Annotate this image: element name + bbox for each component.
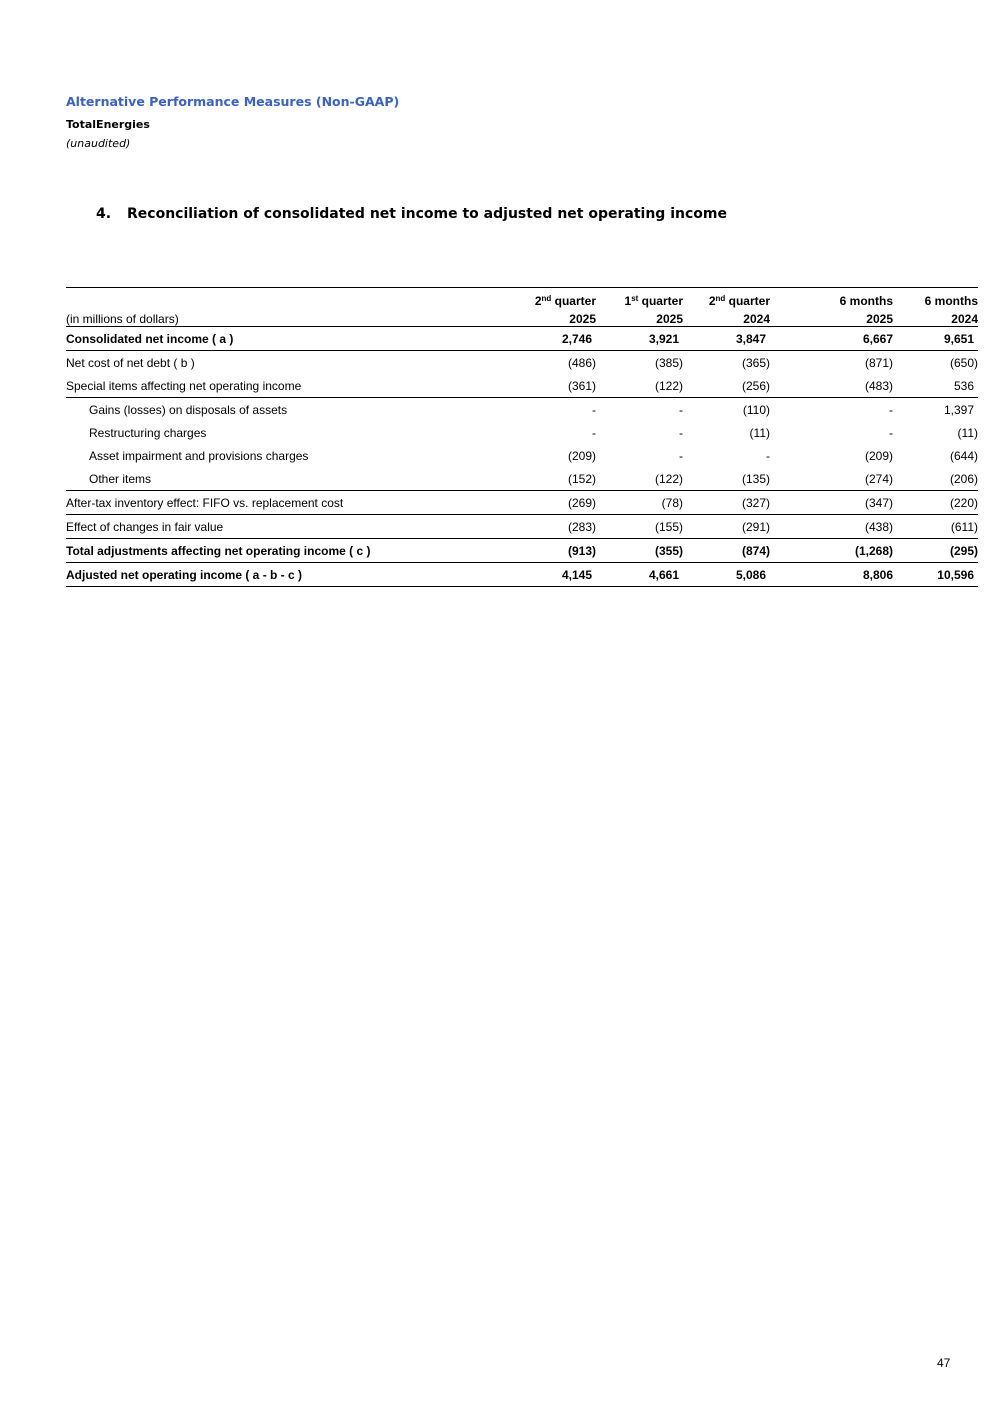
row-value: (152): [496, 467, 596, 491]
row-value: (206): [897, 467, 978, 491]
row-value: 3,847: [683, 327, 770, 351]
row-value: (327): [683, 491, 770, 515]
row-value: (486): [567, 355, 596, 370]
table-row: [66, 467, 978, 491]
row-value: -: [592, 425, 596, 440]
row-value: 1,397: [943, 402, 974, 417]
row-label: After-tax inventory effect: FIFO vs. replacement cost: [66, 491, 496, 515]
row-label: Asset impairment and provisions charges: [89, 448, 309, 463]
table-row: [66, 515, 978, 539]
row-value: (135): [683, 467, 770, 491]
row-value: 4,661: [596, 563, 683, 587]
row-value: 10,596: [897, 563, 978, 587]
table-row: [66, 444, 978, 467]
section-number: 4.: [96, 206, 112, 222]
row-value: -: [766, 448, 770, 463]
row-value: (295): [897, 539, 978, 563]
row-value: (256): [683, 374, 770, 398]
row-value: (283): [496, 515, 596, 539]
row-label: Restructuring charges: [89, 425, 207, 440]
row-value: 9,651: [897, 327, 978, 351]
table-row: [66, 491, 978, 515]
row-value: -: [889, 402, 893, 417]
column-year-header: 2025: [596, 308, 683, 327]
column-period-header: 2nd quarter: [496, 288, 596, 309]
row-value: (274): [770, 467, 897, 491]
row-value: 2,746: [496, 327, 596, 351]
row-value: -: [679, 425, 683, 440]
row-value: (155): [596, 515, 683, 539]
unit-label: (in millions of dollars): [66, 308, 496, 327]
table-header-year-row: [66, 308, 978, 327]
row-value: (913): [496, 539, 596, 563]
column-year-header: 2025: [770, 308, 897, 327]
row-label: Adjusted net operating income ( a - b - c ): [66, 563, 496, 587]
table-row: [66, 327, 978, 351]
row-label: Net cost of net debt ( b ): [66, 355, 195, 370]
row-label: Other items: [66, 467, 496, 491]
column-period-header: 1st quarter: [596, 288, 683, 309]
reconciliation-table: [66, 287, 978, 587]
column-period-header: 2nd quarter: [683, 288, 770, 309]
row-value: (365): [741, 355, 770, 370]
row-value: 536: [897, 374, 978, 398]
row-value: (209): [567, 448, 596, 463]
row-value: 5,086: [683, 563, 770, 587]
row-value: (483): [770, 374, 897, 398]
row-value: (355): [596, 539, 683, 563]
row-value: -: [889, 425, 893, 440]
row-value: (122): [596, 374, 683, 398]
company-name: TotalEnergies: [66, 118, 150, 131]
audit-status: (unaudited): [66, 137, 131, 150]
row-value: 6,667: [770, 327, 897, 351]
row-value: (122): [596, 467, 683, 491]
row-value: -: [679, 402, 683, 417]
table-row: [66, 563, 978, 587]
row-value: 4,145: [496, 563, 596, 587]
column-period-header: 6 months: [897, 288, 978, 309]
row-value: (1,268): [770, 539, 897, 563]
row-value: (347): [770, 491, 897, 515]
row-value: 8,806: [770, 563, 897, 587]
row-value: (361): [496, 374, 596, 398]
row-value: (110): [742, 402, 770, 417]
row-value: -: [679, 448, 683, 463]
row-value: (269): [496, 491, 596, 515]
table-row: [66, 421, 978, 444]
row-value: (291): [683, 515, 770, 539]
column-year-header: 2024: [897, 308, 978, 327]
table-row: [66, 539, 978, 563]
table-header-period-row: [66, 288, 978, 309]
row-value: (438): [770, 515, 897, 539]
table-row: [66, 374, 978, 398]
row-value: (209): [864, 448, 893, 463]
row-label: Total adjustments affecting net operating income ( c ): [66, 539, 496, 563]
section-title: Reconciliation of consolidated net income to adjusted net operating income: [127, 206, 727, 222]
row-value: (11): [957, 425, 978, 440]
row-value: (650): [949, 355, 978, 370]
row-value: (874): [683, 539, 770, 563]
row-label: Special items affecting net operating income: [66, 374, 496, 398]
table-row: [66, 398, 978, 422]
header-empty-cell: [66, 288, 496, 309]
row-value: -: [592, 402, 596, 417]
row-value: (220): [897, 491, 978, 515]
row-value: 3,921: [596, 327, 683, 351]
column-period-header: 6 months: [770, 288, 897, 309]
report-title: Alternative Performance Measures (Non-GAAP): [66, 94, 400, 109]
row-value: (385): [654, 355, 683, 370]
row-label: Effect of changes in fair value: [66, 515, 496, 539]
page-number: 47: [937, 1356, 951, 1370]
row-value: (11): [749, 425, 770, 440]
row-value: (871): [864, 355, 893, 370]
row-value: (611): [897, 515, 978, 539]
section-heading: [96, 206, 727, 222]
row-value: (78): [596, 491, 683, 515]
row-value: (644): [949, 448, 978, 463]
row-label: Gains (losses) on disposals of assets: [89, 402, 288, 417]
column-year-header: 2024: [683, 308, 770, 327]
row-label: Consolidated net income ( a ): [66, 327, 496, 351]
table-row: [66, 351, 978, 375]
column-year-header: 2025: [496, 308, 596, 327]
